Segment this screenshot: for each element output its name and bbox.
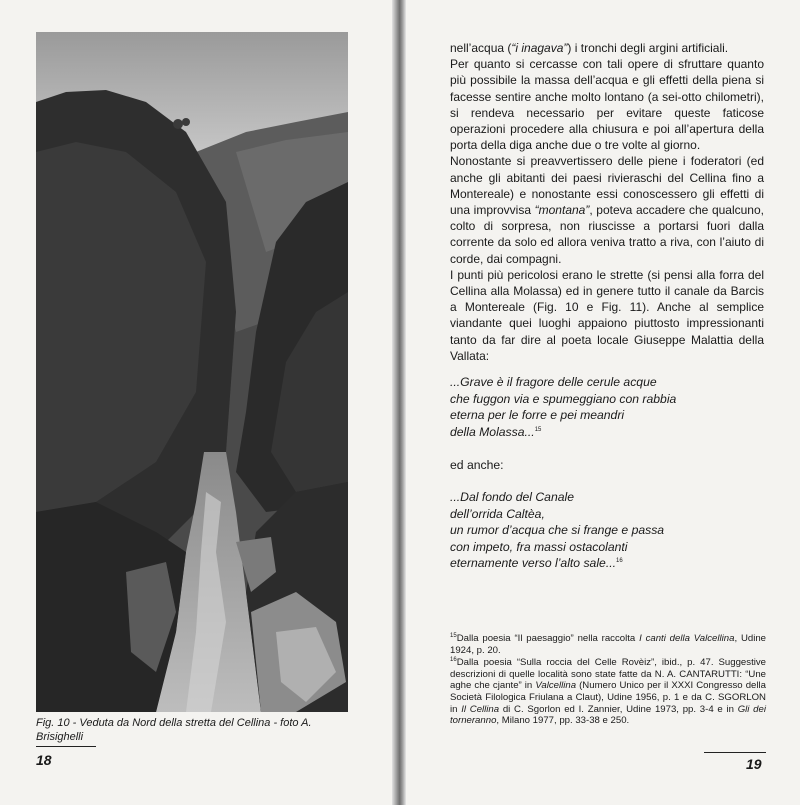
- page-number-right: 19: [746, 756, 762, 772]
- paragraph-4: I punti più pericolosi erano le strette (si pensi alla forra del Cellina alla Molassa) ed in genere tutto il canale da Barcis a Montereale (Fig. 10 e Fig. 11). Anche al semplice viandante quei luoghi appaiono piuttosto impressionanti tanto da far dire al poeta locale Giuseppe Malattia della Vallata:: [450, 267, 764, 363]
- paragraph-1-quote: “i inagava”: [511, 41, 568, 55]
- verse-1-line: eterna per le forre e pei meandri: [450, 408, 625, 422]
- main-text: [450, 40, 764, 364]
- paragraph-3-quote: “montana”: [534, 203, 590, 218]
- footnote-15-number: 15: [450, 633, 457, 639]
- verse-2-line: ...Dal fondo del Canale: [450, 490, 574, 504]
- gorge-photo-illustration: [36, 32, 348, 712]
- paragraph-3-text: Nonostante si preavvertissero delle piene i foderatori (ed anche gli abitanti dei paesi rivieraschi del Cellina fino a Montereale) e nonostante essi conoscessero gli effetti di una improvvisa: [450, 154, 764, 218]
- verse-2-line: eternamente verso l’alto sale...$^{16}$: [450, 556, 623, 570]
- verse-1-line: ...Grave è il fragore delle cerule acque: [450, 375, 657, 389]
- paragraph-2: Per quanto si cercasse con tali opere di sfruttare quanto più possibile la massa dell’acqua e gli effetti della piena si facesse sentire anche molto lontano (a sei-otto chilometri), si rendeva necessario per evitare queste faticose operazioni procedere alla chiusura e poi all’apertura della porta della diga anche due o tre volte al giorno.: [450, 57, 764, 153]
- paragraph-1: [450, 40, 764, 56]
- page-number-rule-right: [704, 752, 766, 753]
- footnotes: [450, 633, 766, 728]
- figure-caption: Fig. 10 - Veduta da Nord della stretta del Cellina - foto A. Brisighelli: [36, 717, 312, 743]
- verse-2-line: un rumor d’acqua che si frange e passa: [450, 523, 665, 537]
- page-number-rule-left: [36, 746, 96, 747]
- paragraph-3: [450, 153, 764, 266]
- book-gutter: [392, 0, 406, 805]
- verse-2-line: dell’orrida Caltèa,: [450, 506, 545, 521]
- paragraph-1-text: nell’acqua (: [450, 41, 512, 55]
- paragraph-3-text-end: , poteva accadere che qualcuno, colto di sorpresa, non riuscisse a portarsi fuori dalla corrente da solo ed allora veniva tratto a riva, con l’aiuto di corde, dai compagni.: [450, 203, 764, 266]
- gorge-photo: [36, 32, 348, 712]
- footnote-16-number: 16: [450, 657, 457, 664]
- paragraph-1-text-end: ) i tronchi degli argini artificiali.: [567, 41, 729, 55]
- verse-1-line: che fuggon via e spumeggiano con rabbia: [450, 391, 677, 406]
- footnote-ref-15: 15: [534, 426, 542, 433]
- verse-1: [450, 374, 750, 440]
- ed-anche-line: ed anche:: [450, 458, 504, 472]
- footnote-ref-16: 16: [615, 558, 623, 564]
- footnote-15: $^{15}$Dalla poesia “Il paesaggio” nella raccolta I canti della Valcellina, Udine 1924, p. 20.: [450, 633, 767, 656]
- verse-1-line: della Molassa...$^{15}$: [450, 424, 542, 439]
- verse-2: [450, 489, 750, 572]
- footnote-16: $^{16}$Dalla poesia “Sulla roccia del Celle Rovèiz”, ibid., p. 47. Suggestive descrizioni di quelle località sono state fatte da N. A. CANTARUTTI: “Une aghe che cjante” in Valcellina (Numero Unico per il XXXI Congresso della Società Filologica Friulana a Claut), Udine 1956, p. 1 e da C. SGORLON in Il Cellina di C. Sgorlon ed I. Zannier, Udine 1973, pp. 3-4 e in Gli dei torneranno, Milano 1977, pp. 33-38 e 250.: [450, 657, 766, 727]
- page-number-left: 18: [36, 752, 52, 768]
- verse-2-line: con impeto, fra massi ostacolanti: [450, 539, 628, 554]
